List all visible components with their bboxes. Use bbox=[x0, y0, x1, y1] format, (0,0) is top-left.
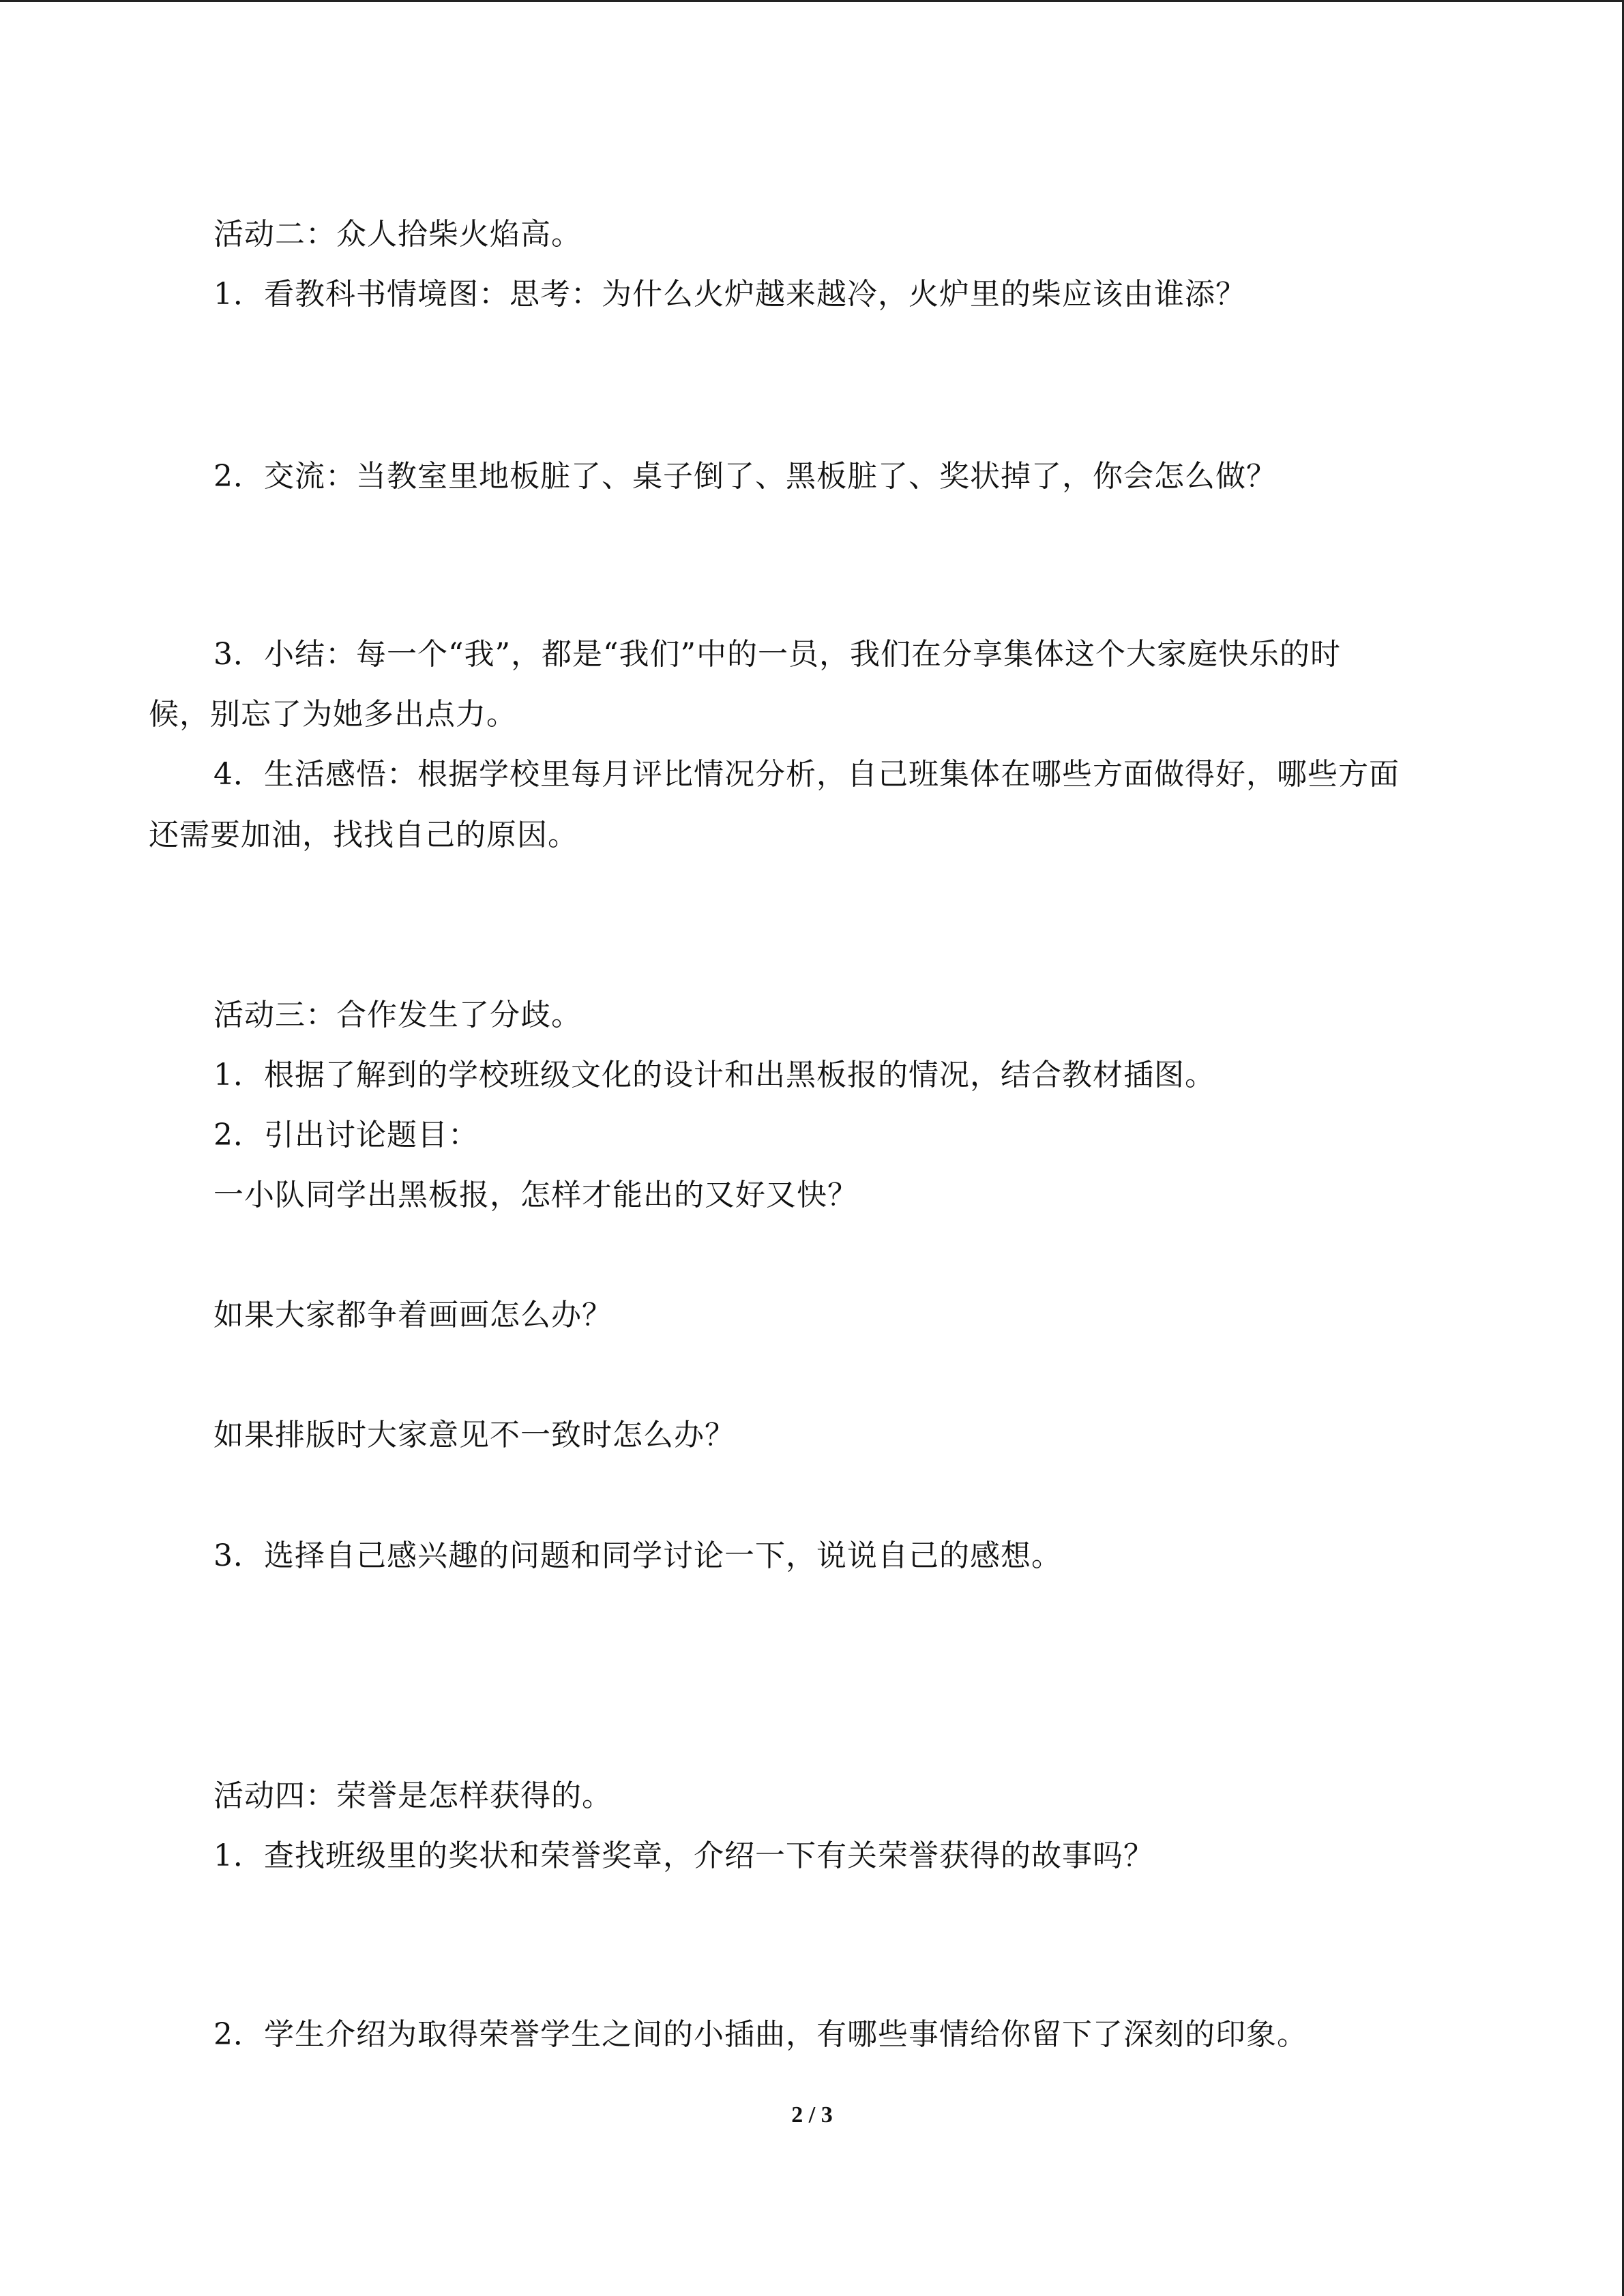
activity4-heading: 活动四：荣誉是怎样获得的。 bbox=[213, 1778, 612, 1813]
activity2-item4-line1: 4．生活感悟：根据学校里每月评比情况分析，自己班集体在哪些方面做得好，哪些方面 bbox=[213, 757, 1400, 792]
activity3-question2: 如果大家都争着画画怎么办？ bbox=[213, 1298, 612, 1332]
activity2-item3-line1: 3．小结：每一个“我”，都是“我们”中的一员，我们在分享集体这个大家庭快乐的时 bbox=[213, 637, 1341, 672]
activity3-question1: 一小队同学出黑板报，怎样才能出的又好又快？ bbox=[213, 1178, 858, 1212]
activity3-item1: 1．根据了解到的学校班级文化的设计和出黑板报的情况，结合教材插图。 bbox=[213, 1058, 1215, 1092]
activity3-item3: 3．选择自己感兴趣的问题和同学讨论一下，说说自己的感想。 bbox=[213, 1538, 1062, 1573]
page-number: 2 / 3 bbox=[791, 2102, 833, 2128]
activity3-heading: 活动三：合作发生了分歧。 bbox=[213, 998, 582, 1032]
activity3-item2: 2．引出讨论题目： bbox=[213, 1118, 479, 1152]
activity2-item4-line2: 还需要加油，找找自己的原因。 bbox=[149, 818, 578, 852]
activity2-item3-line2: 候，别忘了为她多出点力。 bbox=[149, 697, 517, 732]
activity4-item2: 2．学生介绍为取得荣誉学生之间的小插曲，有哪些事情给你留下了深刻的印象。 bbox=[213, 2017, 1308, 2052]
activity4-item1: 1．查找班级里的奖状和荣誉奖章，介绍一下有关荣誉获得的故事吗？ bbox=[213, 1838, 1154, 1873]
page-top-border bbox=[0, 0, 1624, 2]
activity3-question3: 如果排版时大家意见不一致时怎么办？ bbox=[213, 1418, 735, 1452]
activity2-item1: 1．看教科书情境图：思考：为什么火炉越来越冷，火炉里的柴应该由谁添？ bbox=[213, 277, 1246, 312]
activity2-item2: 2．交流：当教室里地板脏了、桌子倒了、黑板脏了、奖状掉了，你会怎么做？ bbox=[213, 459, 1277, 494]
activity2-heading: 活动二：众人拾柴火焰高。 bbox=[213, 217, 582, 252]
